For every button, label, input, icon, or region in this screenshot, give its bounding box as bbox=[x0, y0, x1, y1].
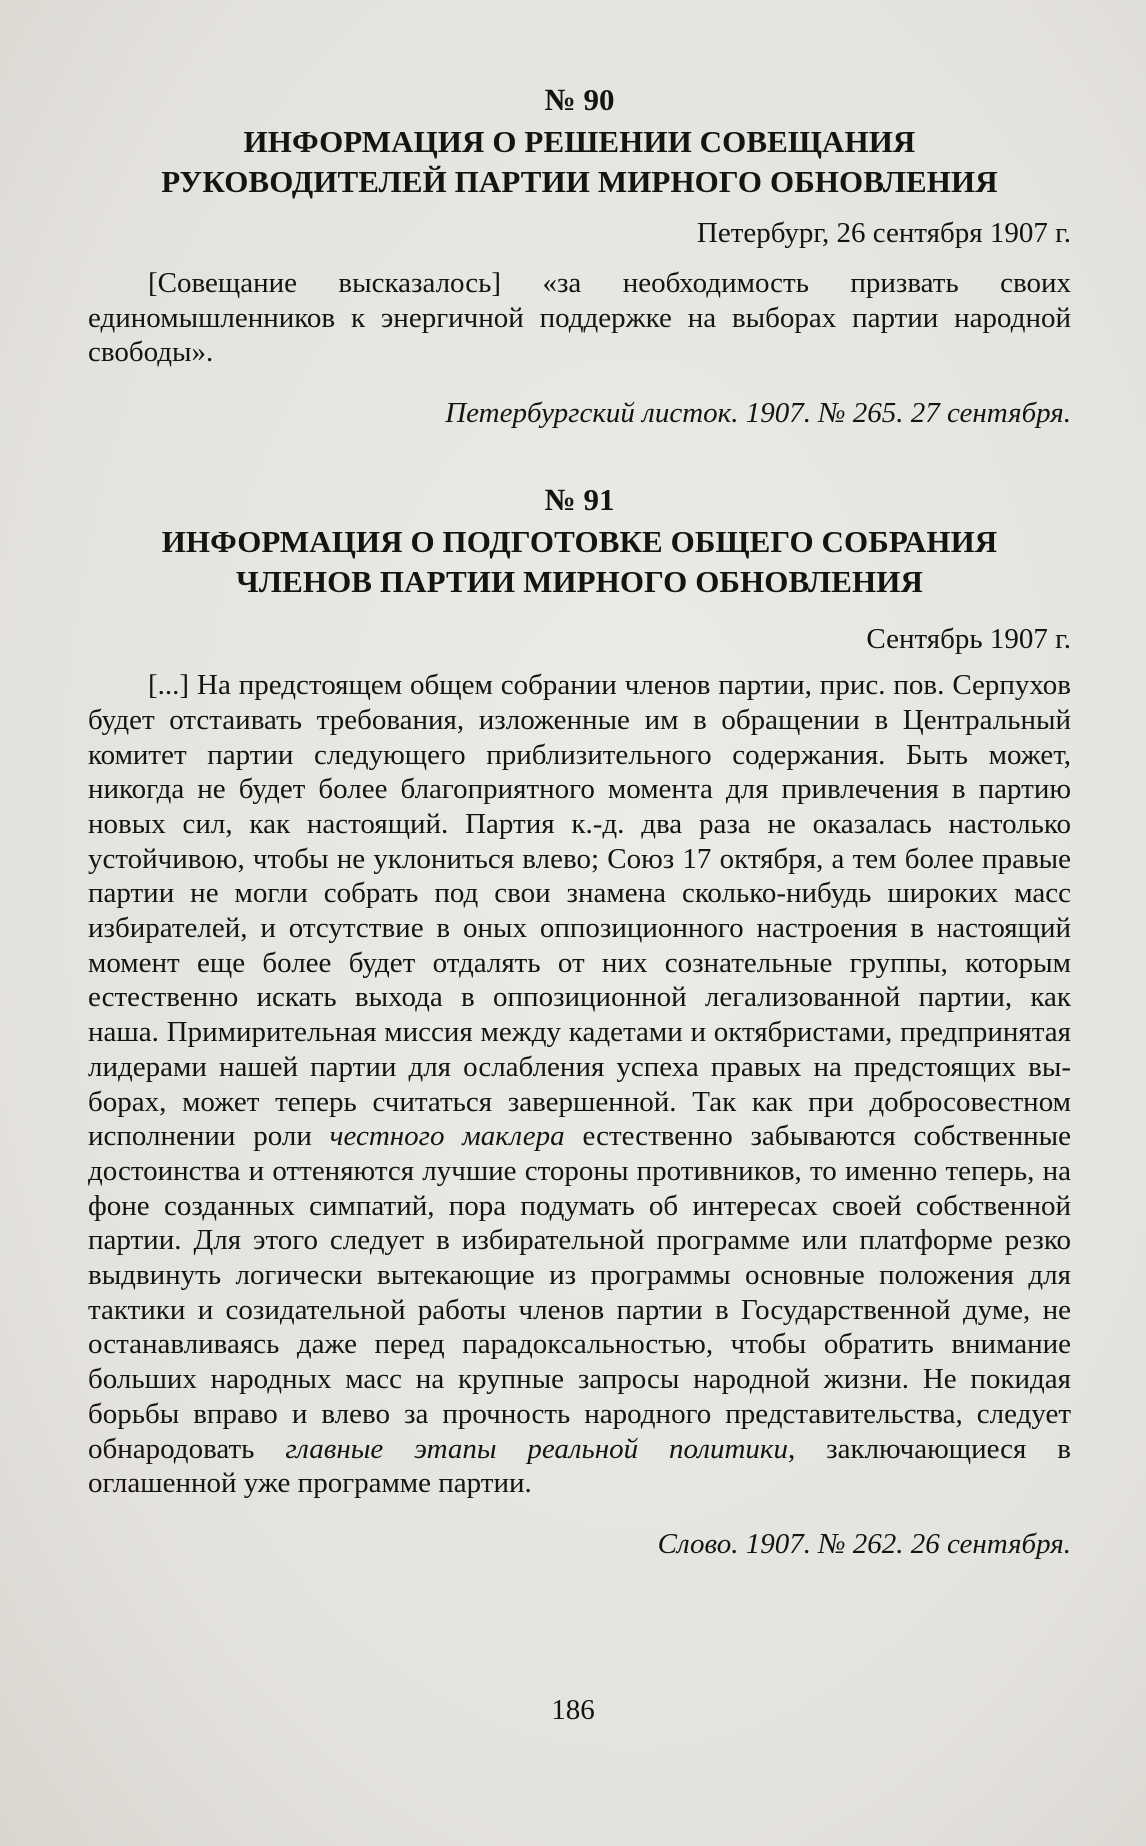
body-text: естественно забываются собственные достоинства и оттеняются лучшие стороны противников, то именно теперь, на фоне созданных симпатий, пора подумать об интересах своей собственной партии. Для этого следует в избирательной программе или платформе резко выдвинуть логически вытекающие из программы основные положения для тактики и созидательной работы членов партии в Государственной думе, не останавливаясь даже перед парадоксальностью, чтобы обратить внимание больших народных масс на крупные запросы народной жизни. Не покидая борьбы вправо и влево за прочность народного представительства, следует обнародовать bbox=[88, 1120, 1072, 1465]
document-source: Петербургский листок. 1907. № 265. 27 сентября. bbox=[445, 397, 1071, 430]
document-90 bbox=[88, 82, 1071, 432]
body-text: , заключающиеся в оглашенной уже программе партии. bbox=[88, 1432, 1072, 1500]
document-source: Слово. 1907. № 262. 26 сентября. bbox=[657, 1527, 1071, 1560]
body-italic-text: честного маклера bbox=[329, 1120, 565, 1153]
page-content bbox=[88, 82, 1071, 1563]
document-date: Сентябрь 1907 г. bbox=[866, 623, 1071, 656]
document-title-line: ИНФОРМАЦИЯ О ПОДГОТОВКЕ ОБЩЕГО СОБРАНИЯ bbox=[161, 524, 998, 560]
document-91 bbox=[88, 482, 1071, 1563]
document-body: [Совещание высказалось] «за необходимость призвать своих единомышленников к энергичной поддержке на выборах партии народной свободы». bbox=[88, 267, 1071, 369]
document-place-date: Петербург, 26 сентября 1907 г. bbox=[696, 217, 1071, 249]
document-number: № 91 bbox=[544, 482, 615, 518]
document-title-line: ИНФОРМАЦИЯ О РЕШЕНИИ СОВЕЩАНИЯ bbox=[243, 124, 916, 159]
body-text: [...] На предстоящем общем собрании членов партии, прис. пов. Серпухов будет отстаивать требования, изложенные им в обращении в Центральный комитет партии следующего приблизительного содержания. Быть может, никогда не будет более благоприятного момента для привлечения в партию новых сил, как настоящий. Партия к.-д. два раза не оказалась настолько устойчивою, чтобы не уклониться влево; Союз 17 октября, а тем более правые партии не могли собрать под свои знамена сколько-нибудь широких масс избирателей, и отсутствие в оных оппозиционного настроения в настоящий момент еще более будет отдалять от них сознательные группы, которым естественно искать выхода в оппозиционной легализованной партии, как наша. Примирительная миссия между кадетами и октябристами, предпринятая лидерами нашей партии для ослабления успеха правых на предстоящих выборах, может теперь считаться завершенной. Так как при добросовестном исполнении роли bbox=[88, 669, 1071, 1153]
document-body bbox=[88, 668, 1071, 1501]
document-title-line: РУКОВОДИТЕЛЕЙ ПАРТИИ МИРНОГО ОБНОВЛЕНИЯ bbox=[161, 164, 998, 199]
body-italic-text: главные этапы реальной политики bbox=[285, 1432, 788, 1465]
document-title-line: ЧЛЕНОВ ПАРТИИ МИРНОГО ОБНОВЛЕНИЯ bbox=[236, 564, 923, 600]
page-number: 186 bbox=[551, 1694, 595, 1726]
document-number: № 90 bbox=[544, 82, 615, 117]
